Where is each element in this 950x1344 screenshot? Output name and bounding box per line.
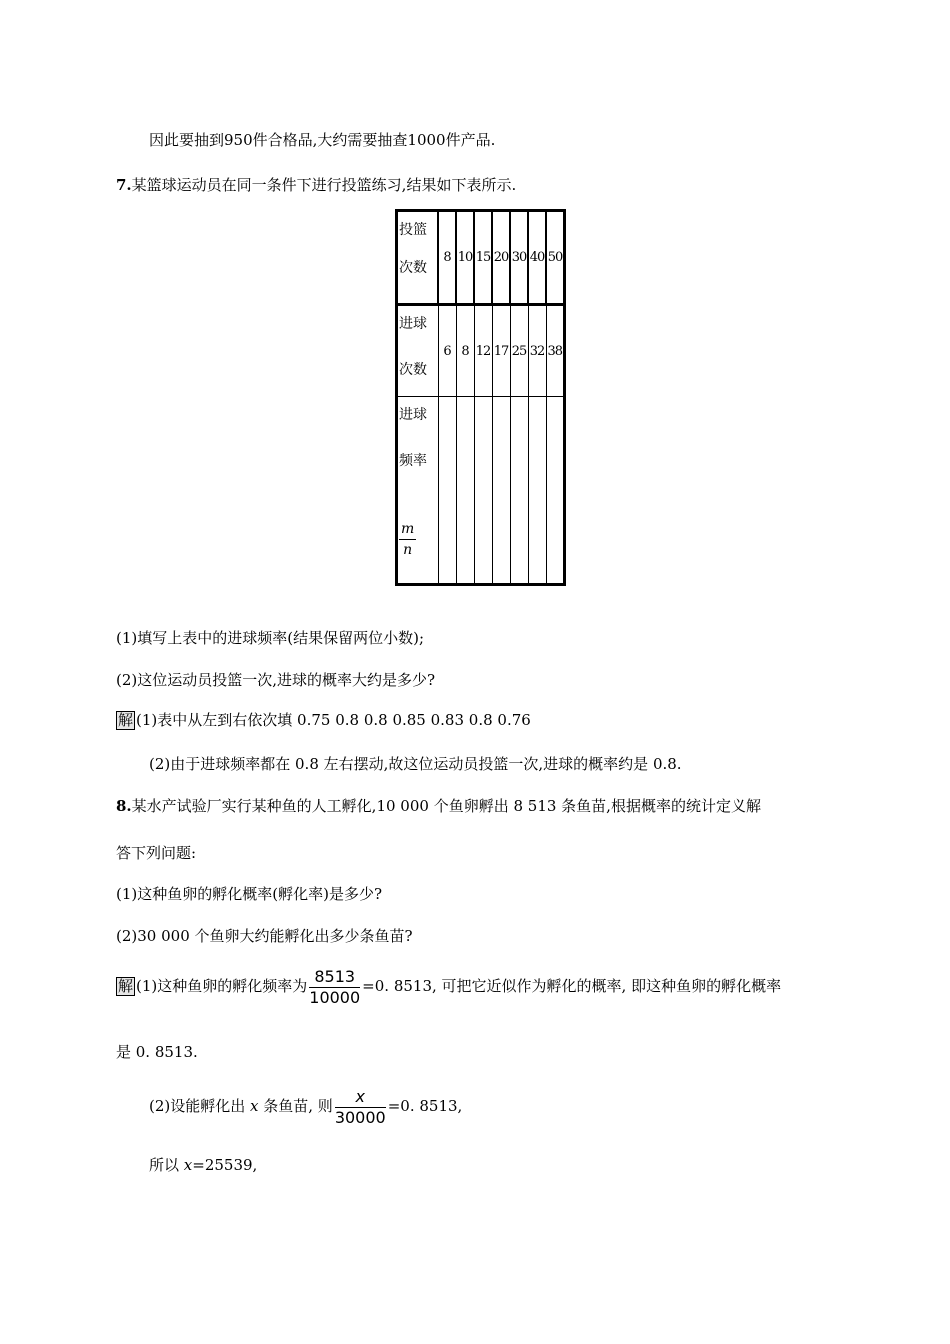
question-8-stem-cont: 答下列问题: — [116, 844, 197, 862]
fraction-8513-over-10000: $\frac{8513}{10000}$ — [309, 966, 361, 1007]
question-number: 7. — [116, 176, 132, 194]
question-number: 8. — [116, 797, 132, 815]
question-7-sub1: (1)填写上表中的进球频率(结果保留两位小数); — [116, 629, 425, 647]
table-cell-empty — [456, 397, 474, 585]
row-label-made: 进球 次数 — [397, 305, 439, 397]
table-row — [397, 305, 565, 397]
fraction-x-over-30000: $\frac{x}{30000}$ — [334, 1086, 386, 1127]
table-cell: 6 — [438, 305, 456, 397]
table-cell-empty — [546, 397, 565, 585]
shooting-table — [395, 209, 566, 586]
solution-badge: 解 — [118, 977, 134, 995]
table-cell: 50 — [546, 211, 565, 305]
table-cell-empty — [528, 397, 546, 585]
table-cell-empty — [474, 397, 492, 585]
table-cell-empty — [492, 397, 510, 585]
table-cell: 17 — [492, 305, 510, 397]
table-cell: 12 — [474, 305, 492, 397]
table-cell: 15 — [474, 211, 492, 305]
answer-7-line1: 解 (1)表中从左到右依次填 0.75 0.8 0.8 0.85 0.83 0.8 0.76 — [118, 711, 531, 729]
table-cell: 20 — [492, 211, 510, 305]
table-cell: 10 — [456, 211, 474, 305]
table-row — [397, 397, 565, 585]
question-7-stem: 7.某篮球运动员在同一条件下进行投篮练习,结果如下表所示. — [116, 176, 517, 194]
table-cell-empty — [510, 397, 528, 585]
table-cell: 32 — [528, 305, 546, 397]
solution-badge: 解 — [118, 711, 134, 729]
answer-8-line3: 所以 x=25539, — [149, 1156, 258, 1174]
answer-7-line2: (2)由于进球频率都在 0.8 左右摆动,故这位运动员投篮一次,进球的概率约是 0.8. — [149, 755, 682, 773]
table-cell: 25 — [510, 305, 528, 397]
row-label-shots: 投篮 次数 — [397, 211, 439, 305]
question-8-sub2: (2)30 000 个鱼卵大约能孵化出多少条鱼苗? — [116, 927, 413, 945]
row-label-frequency: 进球 频率 $\frac{m}{n}$ — [397, 397, 439, 585]
table-cell: 38 — [546, 305, 565, 397]
fraction-m-over-n: $\frac{m}{n}$ — [401, 521, 415, 558]
table-cell: 8 — [438, 211, 456, 305]
question-8-stem: 8.某水产试验厂实行某种鱼的人工孵化,10 000 个鱼卵孵出 8 513 条鱼苗,根据概率的统计定义解 — [116, 797, 761, 815]
question-7-sub2: (2)这位运动员投篮一次,进球的概率大约是多少? — [116, 671, 436, 689]
table-cell: 30 — [510, 211, 528, 305]
table-row — [397, 211, 565, 305]
answer-8-line1-cont: 是 0. 8513. — [116, 1043, 198, 1061]
table-cell-empty — [438, 397, 456, 585]
table-cell: 40 — [528, 211, 546, 305]
answer-8-line2: (2)设能孵化出 x 条鱼苗, 则 $\frac{x}{30000}$ =0. 8513, — [149, 1086, 463, 1127]
paragraph-conclusion: 因此要抽到950件合格品,大约需要抽查1000件产品. — [149, 131, 496, 149]
question-8-sub1: (1)这种鱼卵的孵化概率(孵化率)是多少? — [116, 885, 382, 903]
answer-8-line1: 解 (1)这种鱼卵的孵化频率为 $\frac{8513}{10000}$ =0. 8513, 可把它近似作为孵化的概率, 即这种鱼卵的孵化概率 — [118, 966, 782, 1007]
table-cell: 8 — [456, 305, 474, 397]
